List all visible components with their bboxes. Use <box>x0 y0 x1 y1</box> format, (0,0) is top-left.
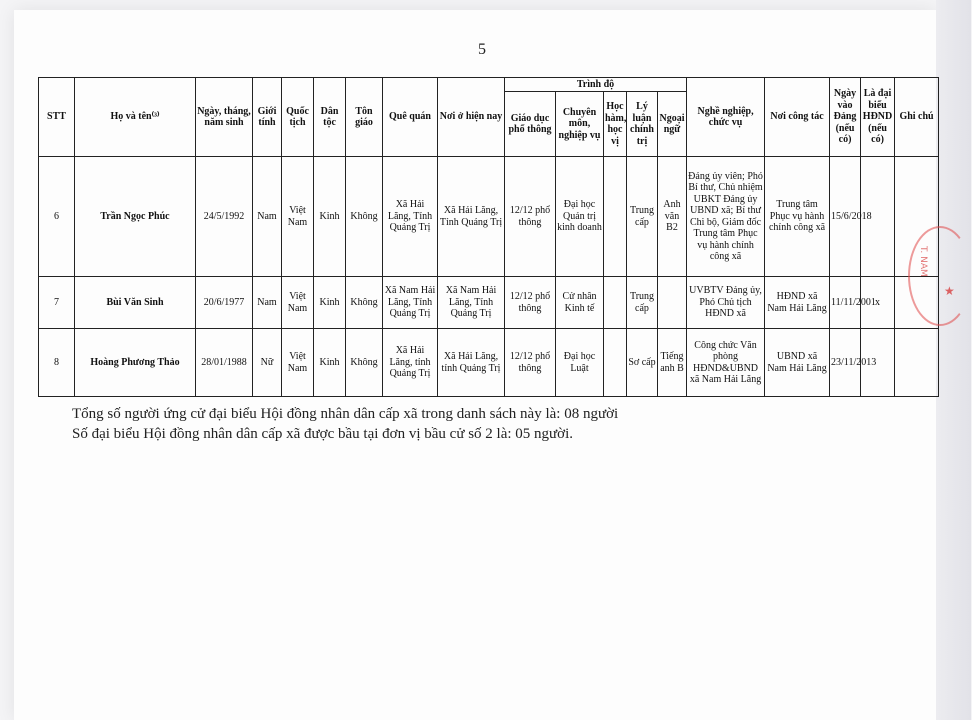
cell-politics: Trung cấp <box>627 277 658 329</box>
cell-general-edu: 12/12 phổ thông <box>505 329 556 397</box>
cell-name: Hoàng Phương Thảo <box>75 329 196 397</box>
header-party-date: Ngày vào Đảng (nếu có) <box>830 78 861 157</box>
cell-hometown: Xã Hải Lăng, Tỉnh Quảng Trị <box>383 157 438 277</box>
cell-party-date: 11/11/2001 <box>830 277 861 329</box>
header-workplace: Nơi công tác <box>765 78 830 157</box>
header-note: Ghi chú <box>895 78 939 157</box>
cell-residence: Xã Hải Lăng, Tỉnh Quảng Trị <box>438 157 505 277</box>
cell-religion: Không <box>346 329 383 397</box>
cell-workplace: Trung tâm Phục vụ hành chính công xã <box>765 157 830 277</box>
cell-religion: Không <box>346 277 383 329</box>
cell-party-date: 23/11/2013 <box>830 329 861 397</box>
cell-residence: Xã Nam Hải Lăng, Tỉnh Quảng Trị <box>438 277 505 329</box>
cell-general-edu: 12/12 phổ thông <box>505 277 556 329</box>
cell-residence: Xã Hải Lăng, tỉnh Quảng Trị <box>438 329 505 397</box>
cell-gender: Nam <box>253 277 282 329</box>
cell-name: Trần Ngọc Phúc <box>75 157 196 277</box>
header-name: Họ và tên⁽³⁾ <box>75 78 196 157</box>
header-dob: Ngày, tháng, năm sinh <box>196 78 253 157</box>
cell-note <box>895 329 939 397</box>
cell-dob: 28/01/1988 <box>196 329 253 397</box>
cell-specialty: Cử nhân Kinh tế <box>556 277 604 329</box>
cell-academic <box>604 329 627 397</box>
header-job: Nghề nghiệp, chức vụ <box>687 78 765 157</box>
cell-ethnicity: Kinh <box>314 157 346 277</box>
header-religion: Tôn giáo <box>346 78 383 157</box>
cell-gender: Nam <box>253 157 282 277</box>
cell-nationality: Việt Nam <box>282 329 314 397</box>
cell-nationality: Việt Nam <box>282 277 314 329</box>
cell-gender: Nữ <box>253 329 282 397</box>
header-language: Ngoại ngữ <box>658 92 687 157</box>
header-residence: Nơi ở hiện nay <box>438 78 505 157</box>
cell-stt: 8 <box>39 329 75 397</box>
stamp-text: T. NAM <box>918 246 928 277</box>
cell-language <box>658 277 687 329</box>
star-icon: ★ <box>944 284 955 298</box>
cell-dob: 20/6/1977 <box>196 277 253 329</box>
cell-party-date: 15/6/2018 <box>830 157 861 277</box>
header-hometown: Quê quán <box>383 78 438 157</box>
cell-workplace: UBND xã Nam Hải Lăng <box>765 329 830 397</box>
cell-academic <box>604 277 627 329</box>
cell-hometown: Xã Nam Hải Lăng, Tỉnh Quảng Trị <box>383 277 438 329</box>
summary-text <box>72 404 618 444</box>
summary-total-candidates: Tổng số người ứng cử đại biểu Hội đồng nhân dân cấp xã trong danh sách này là: 08 người <box>72 406 619 422</box>
cell-politics: Sơ cấp <box>627 329 658 397</box>
cell-language: Tiếng anh B <box>658 329 687 397</box>
table-row <box>39 157 939 277</box>
cell-specialty: Đại học Luật <box>556 329 604 397</box>
cell-hometown: Xã Hải Lăng, tỉnh Quảng Trị <box>383 329 438 397</box>
header-academic: Học hàm, học vị <box>604 92 627 157</box>
header-delegate: Là đại biểu HĐND (nếu có) <box>861 78 895 157</box>
cell-workplace: HĐND xã Nam Hải Lăng <box>765 277 830 329</box>
table-row <box>39 329 939 397</box>
header-stt: STT <box>39 78 75 157</box>
cell-specialty: Đại học Quản trị kinh doanh <box>556 157 604 277</box>
cell-academic <box>604 157 627 277</box>
cell-job: UVBTV Đảng ủy, Phó Chủ tịch HĐND xã <box>687 277 765 329</box>
page-edge-shadow <box>936 0 971 720</box>
cell-delegate: x <box>861 277 895 329</box>
cell-name: Bùi Văn Sinh <box>75 277 196 329</box>
header-ethnicity: Dân tộc <box>314 78 346 157</box>
cell-stt: 6 <box>39 157 75 277</box>
header-general-edu: Giáo dục phổ thông <box>505 92 556 157</box>
table-row <box>39 277 939 329</box>
header-specialty: Chuyên môn, nghiệp vụ <box>556 92 604 157</box>
page-number: 5 <box>478 41 486 58</box>
cell-politics: Trung cấp <box>627 157 658 277</box>
cell-dob: 24/5/1992 <box>196 157 253 277</box>
candidate-table <box>38 77 939 397</box>
cell-general-edu: 12/12 phổ thông <box>505 157 556 277</box>
cell-religion: Không <box>346 157 383 277</box>
cell-stt: 7 <box>39 277 75 329</box>
cell-job: Công chức Văn phòng HĐND&UBND xã Nam Hải Lăng <box>687 329 765 397</box>
summary-elected-count: Số đại biểu Hội đồng nhân dân cấp xã được bầu tại đơn vị bầu cử số 2 là: 05 người. <box>72 426 574 442</box>
header-nationality: Quốc tịch <box>282 78 314 157</box>
header-politics: Lý luận chính trị <box>627 92 658 157</box>
cell-ethnicity: Kinh <box>314 329 346 397</box>
cell-ethnicity: Kinh <box>314 277 346 329</box>
cell-language: Anh văn B2 <box>658 157 687 277</box>
cell-nationality: Việt Nam <box>282 157 314 277</box>
header-gender: Giới tính <box>253 78 282 157</box>
header-education-group: Trình độ <box>505 78 687 92</box>
cell-job: Đảng ủy viên; Phó Bí thư, Chủ nhiệm UBKT Đảng ủy UBND xã; Bí thư Chi bộ, Giám đốc Trung tâm Phục vụ hành chính công xã <box>687 157 765 277</box>
